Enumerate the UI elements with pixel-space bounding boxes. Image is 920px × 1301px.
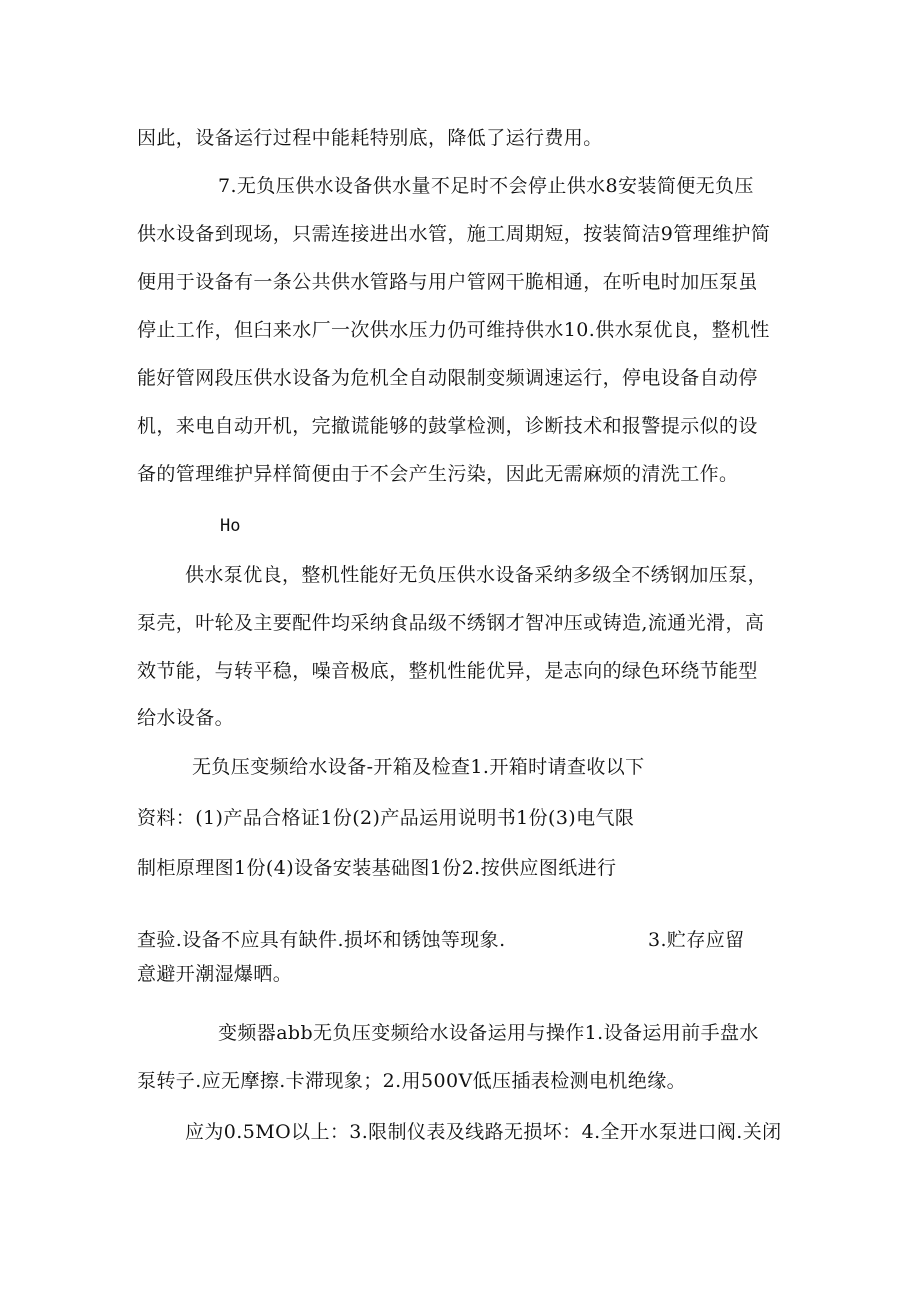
text-line-18: 意避开潮湿爆晒。 [137,963,293,985]
text-line-21: 应为0.5MO以上：3.限制仪表及线路无损坏：4.全开水泵进口阀.关闭 [185,1121,782,1143]
text-line-20: 泵转子.应无摩擦.卡滞现象；2.用500V低压插表检测电机绝缘。 [137,1070,686,1092]
text-line-17b: 3.贮存应留 [648,929,745,951]
text-line-14: 无负压变频给水设备-开箱及检查1.开箱时请查收以下 [192,756,645,778]
text-line-16: 制柜原理图1份(4)设备安装基础图1份2.按供应图纸进行 [137,857,617,879]
text-line-17: 查验.设备不应具有缺件.损坏和锈蚀等现象. [137,929,506,951]
text-line-1: 因此，设备运行过程中能耗特别底，降低了运行费用。 [137,127,603,149]
text-line-2: 7.无负压供水设备供水量不足时不会停止供水8安装简便无负压 [218,175,754,197]
text-line-15: 资料：(1)产品合格证1份(2)产品运用说明书1份(3)电气限 [137,807,635,829]
text-line-19: 变频器abb无负压变频给水设备运用与操作1.设备运用前手盘水 [218,1022,759,1044]
text-line-8: 备的管理维护异样简便由于不会产生污染，因此无需麻烦的清洗工作。 [137,463,739,485]
text-line-12: 效节能，与转平稳，噪音极底，整机性能优异，是志向的绿色环绕节能型 [137,660,758,682]
text-line-11: 泵壳，叶轮及主要配件均采纳食品级不绣钢才智冲压或铸造,流通光滑，高 [137,612,765,634]
text-line-4: 便用于设备有一条公共供水管路与用户管网干脆相通，在听电时加压泵虽 [137,271,758,293]
section-heading-ho: Ho [220,516,241,536]
text-line-7: 机，来电自动开机，完撤谎能够的鼓掌检测，诊断技术和报警提示似的设 [137,415,758,437]
text-line-3: 供水设备到现场，只需连接进出水管，施工周期短，按装简洁9管理维护简 [137,223,771,245]
text-line-13: 给水设备。 [137,707,235,729]
text-line-5: 停止工作，但臼来水厂一次供水压力仍可维持供水10.供水泵优良，整机性 [137,319,770,341]
text-line-10: 供水泵优良，整机性能好无负压供水设备采纳多级全不绣钢加压泵， [185,564,768,586]
text-line-6: 能好管网段压供水设备为危机全自动限制变频调速运行，停电设备自动停 [137,367,758,389]
